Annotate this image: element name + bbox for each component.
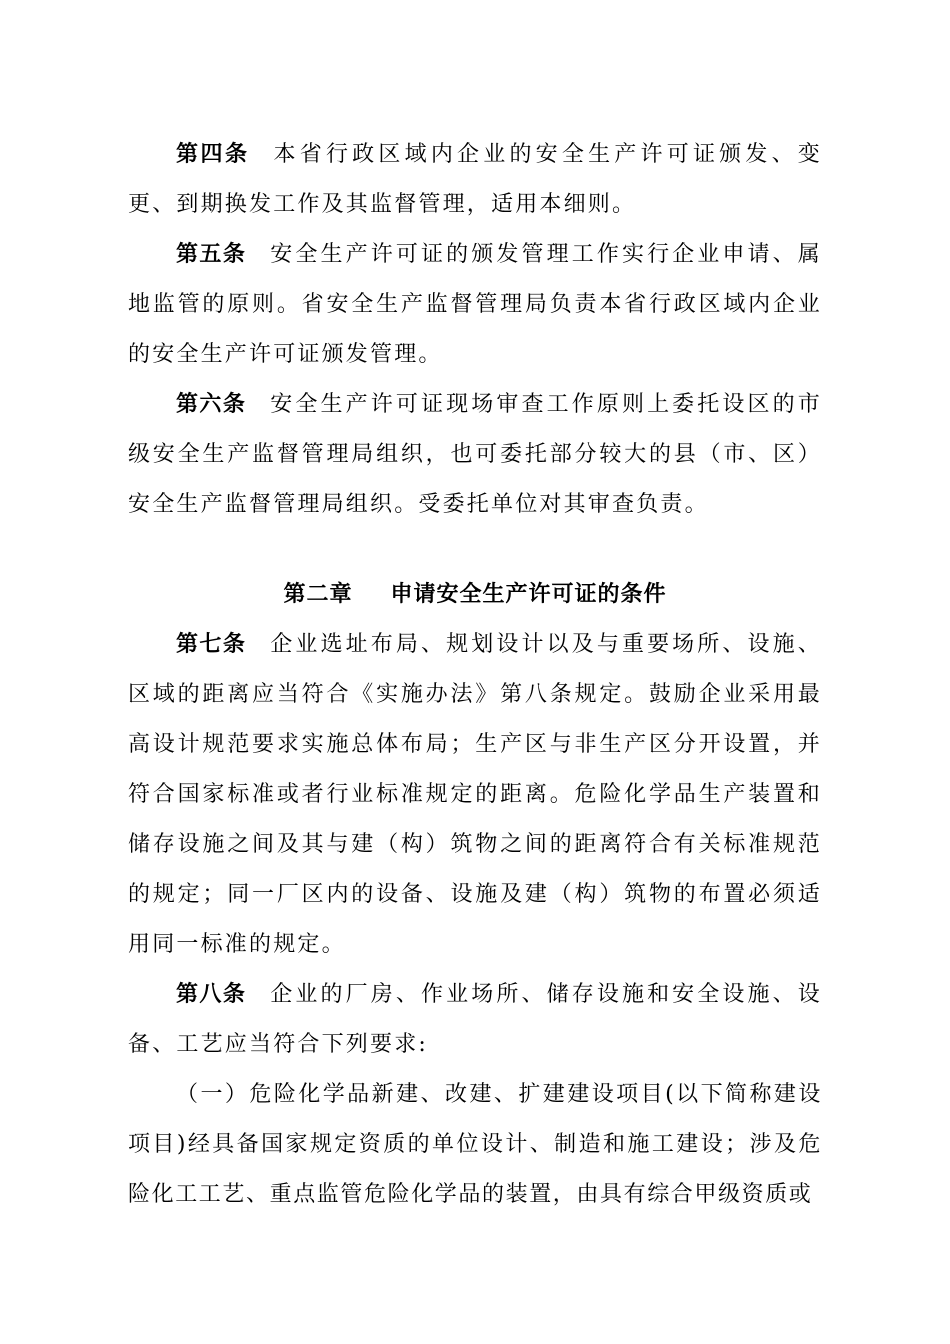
item-text: （一）危险化学品新建、改建、扩建建设项目(以下简称建设项目)经具备国家规定资质的单位设计、制造和施工建设；涉及危险化工工艺、重点监管危险化学品的装置，由具有综合甲级资质或	[128, 1082, 822, 1207]
list-item	[128, 1070, 822, 1220]
article-text: 安全生产许可证的颁发管理工作实行企业申请、属地监管的原则。省安全生产监督管理局负责本省行政区域内企业的安全生产许可证颁发管理。	[128, 242, 822, 367]
chapter-number: 第二章	[283, 582, 353, 607]
article-text: 本省行政区域内企业的安全生产许可证颁发、变更、到期换发工作及其监督管理，适用本细则。	[128, 142, 822, 217]
chapter-heading	[128, 570, 822, 620]
chapter-title: 申请安全生产许可证的条件	[390, 582, 667, 607]
article-6	[128, 380, 822, 530]
article-text: 企业选址布局、规划设计以及与重要场所、设施、区域的距离应当符合《实施办法》第八条规定。鼓励企业采用最高设计规范要求实施总体布局；生产区与非生产区分开设置，并符合国家标准或者行业标准规定的距离。危险化学品生产装置和储存设施之间及其与建（构）筑物之间的距离符合有关标准规范的规定；同一厂区内的设备、设施及建（构）筑物的布置必须适用同一标准的规定。	[128, 632, 822, 957]
article-7	[128, 620, 822, 970]
article-4	[128, 130, 822, 230]
document-page	[128, 130, 822, 1220]
article-label: 第四条	[176, 142, 250, 167]
article-8	[128, 970, 822, 1070]
article-label: 第八条	[176, 982, 247, 1007]
article-label: 第五条	[176, 242, 247, 267]
article-label: 第七条	[176, 632, 247, 657]
article-text: 安全生产许可证现场审查工作原则上委托设区的市级安全生产监督管理局组织，也可委托部分较大的县（市、区）安全生产监督管理局组织。受委托单位对其审查负责。	[128, 392, 822, 517]
article-label: 第六条	[176, 392, 247, 417]
article-text: 企业的厂房、作业场所、储存设施和安全设施、设备、工艺应当符合下列要求:	[128, 982, 822, 1057]
article-5	[128, 230, 822, 380]
